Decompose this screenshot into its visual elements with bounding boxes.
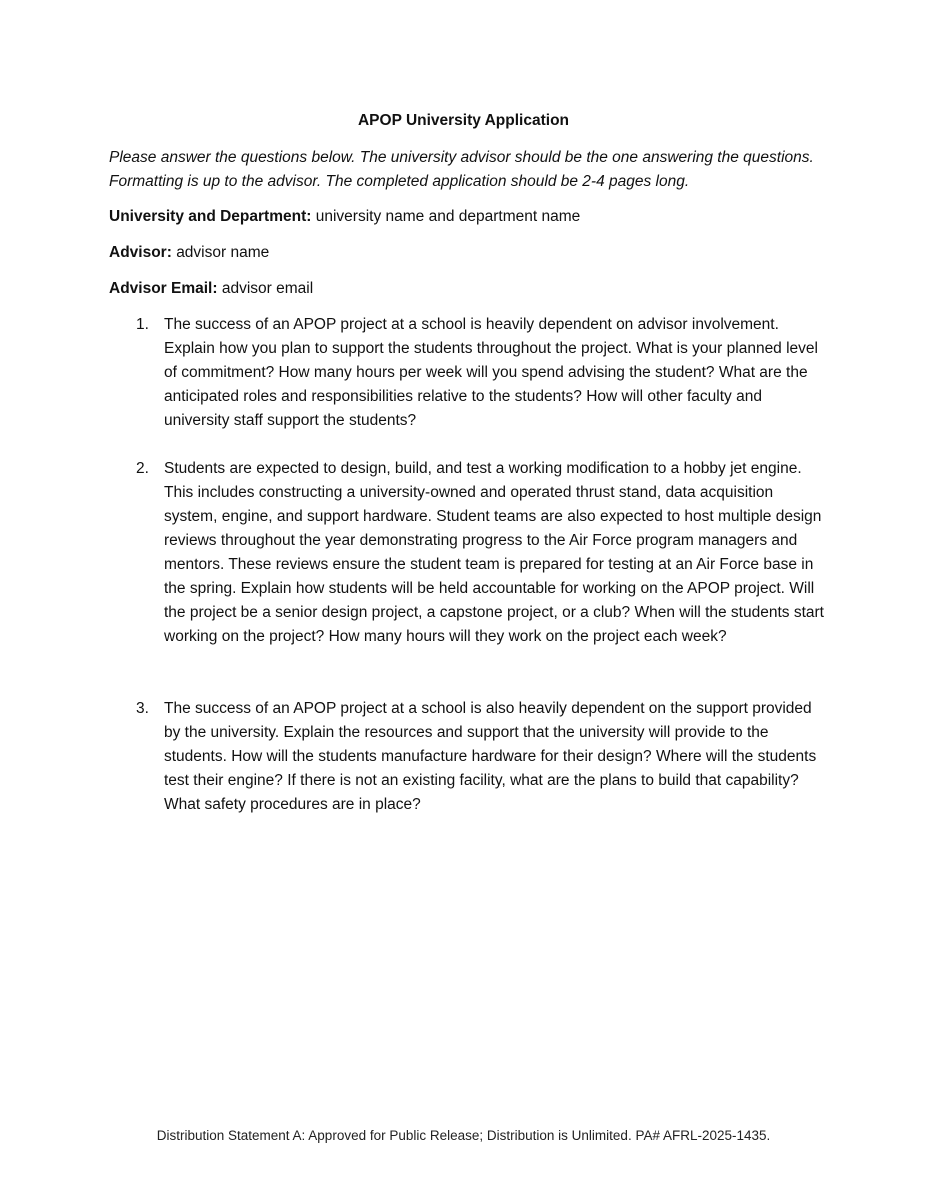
advisor-email-label: Advisor Email:: [109, 280, 218, 297]
advisor-email-field: [109, 278, 829, 300]
question-text: The success of an APOP project at a school is heavily dependent on advisor involvement. Explain how you plan to support the students throughout the project. What is your planned level of commitment? How many hours per week will you spend advising the student? What are the anticipated roles and responsibilities relative to the students? How will other faculty and university staff support the students?: [164, 316, 818, 429]
advisor-label: Advisor:: [109, 244, 172, 261]
question-number: 1.: [136, 316, 149, 333]
question-number: 2.: [136, 460, 149, 477]
question-number: 3.: [136, 700, 149, 717]
university-department-value: university name and department name: [315, 208, 581, 225]
instructions-text: Please answer the questions below. The university advisor should be the one answering the questions. Formatting is up to the advisor. The completed application should be 2-4 pages long.: [109, 149, 814, 190]
question-item: [109, 313, 829, 433]
question-text: The success of an APOP project at a school is also heavily dependent on the support provided by the university. Explain the resources and support that the university will provide to the students. How will the students manufacture hardware for their design? Where will the students test their engine? If there is not an existing facility, what are the plans to build that capability? What safety procedures are in place?: [164, 700, 817, 813]
advisor-field: [109, 242, 829, 264]
advisor-value: advisor name: [176, 244, 270, 261]
distribution-statement: Distribution Statement A: Approved for Public Release; Distribution is Unlimited. PA# AFRL-2025-1435.: [156, 1128, 771, 1143]
university-department-label: University and Department:: [109, 208, 312, 225]
question-text: Students are expected to design, build, and test a working modification to a hobby jet engine. This includes constructing a university-owned and operated thrust stand, data acquisition system, engine, and support hardware. Student teams are also expected to host multiple design reviews throughout the year demonstrating progress to the Air Force program managers and mentors. These reviews ensure the student team is prepared for testing at an Air Force base in the spring. Explain how students will be held accountable for working on the APOP project. Will the project be a senior design project, a capstone project, or a club? When will the students start working on the project? How many hours will they work on the project each week?: [164, 460, 824, 645]
document-title: APOP University Application: [357, 112, 570, 129]
advisor-email-value: advisor email: [221, 280, 314, 297]
question-item: [109, 457, 829, 649]
university-department-field: [109, 206, 829, 228]
question-item: [109, 697, 829, 817]
